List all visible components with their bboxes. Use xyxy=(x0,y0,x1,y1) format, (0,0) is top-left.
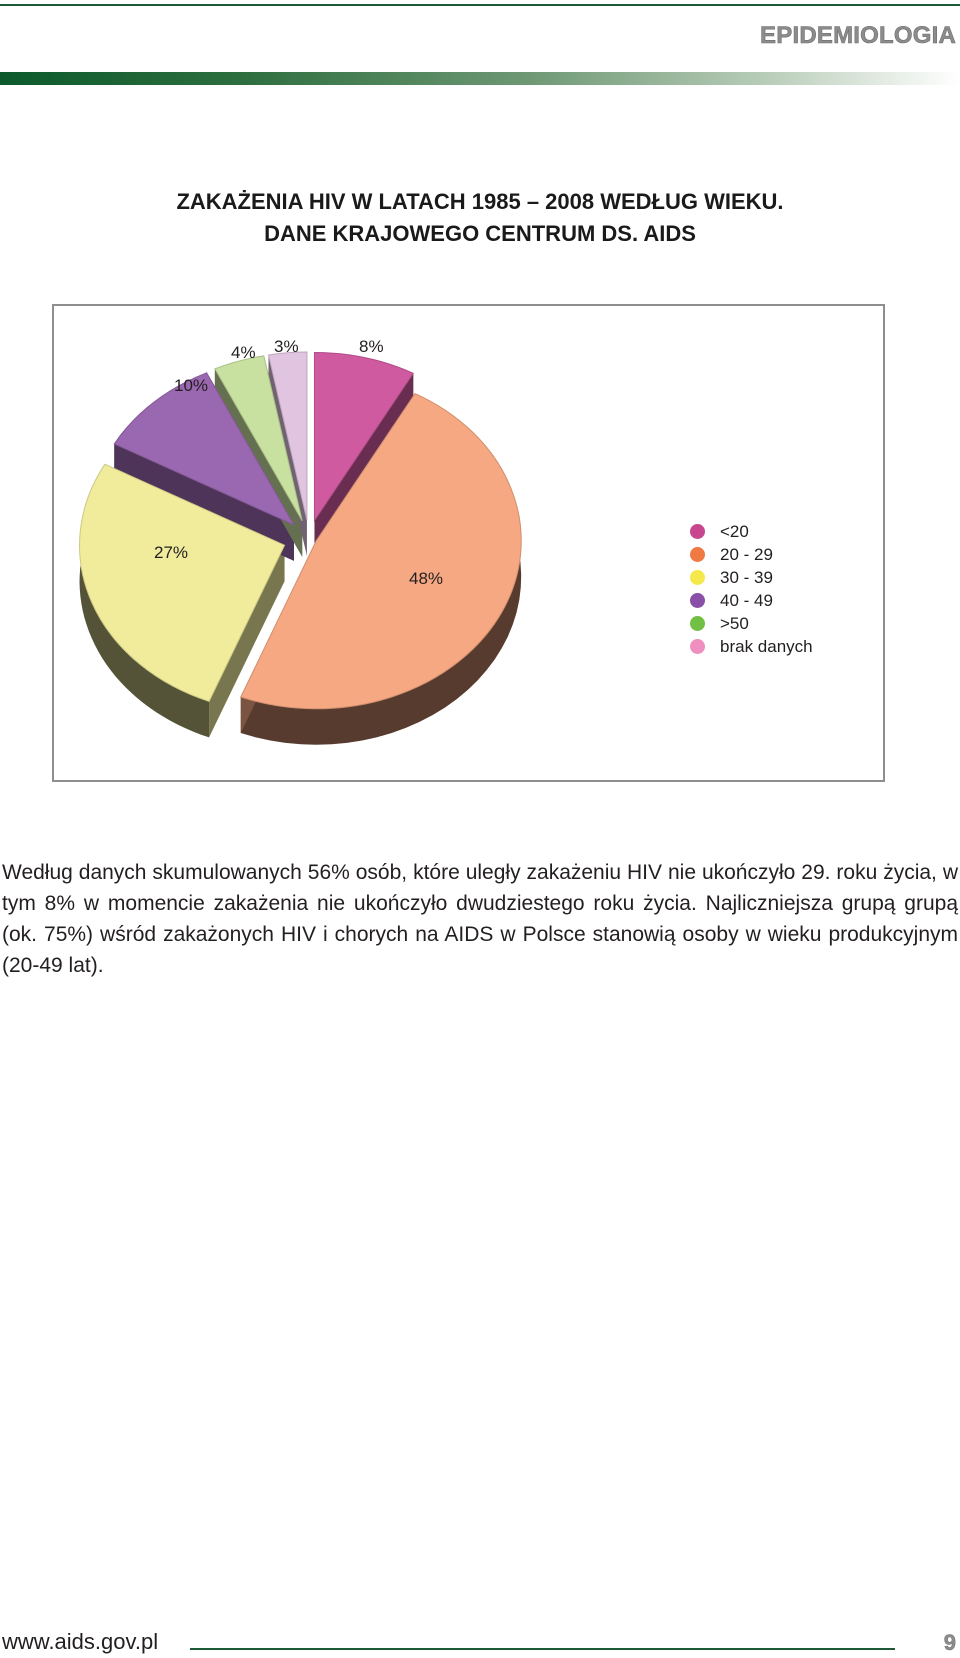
body-paragraph: Według danych skumulowanych 56% osób, które uległy zakażeniu HIV nie ukończyło 29. roku życia, w tym 8% w momencie zakażenia nie ukończyło dwudziestego roku życia. Najliczniejsza grupą grupą (ok. 75%) wśród zakażonych HIV i chorych na AIDS w Polsce stanowią osoby w wieku produkcyjnym (20-49 lat). xyxy=(2,861,958,977)
footer-rule xyxy=(190,1648,895,1650)
legend-item xyxy=(690,566,813,589)
legend-swatch xyxy=(690,639,705,654)
footer-url-link[interactable]: www.aids.gov.pl xyxy=(2,1629,159,1654)
legend-swatch xyxy=(690,547,705,562)
legend-label: 30 - 39 xyxy=(720,567,773,587)
header-gradient-bar xyxy=(0,72,960,85)
chart-title xyxy=(0,186,960,250)
pie-data-label: 48% xyxy=(409,569,444,588)
legend-label: >50 xyxy=(720,613,749,633)
chart-title-line-2: DANE KRAJOWEGO CENTRUM DS. AIDS xyxy=(264,221,696,246)
legend-item xyxy=(690,520,813,543)
pie-data-label: 10% xyxy=(174,376,209,395)
pie-data-label: 3% xyxy=(274,337,299,356)
legend-label: 20 - 29 xyxy=(720,544,773,564)
legend-swatch xyxy=(690,524,705,539)
legend-item xyxy=(690,612,813,635)
legend-swatch xyxy=(690,616,705,631)
legend-label: <20 xyxy=(720,521,749,541)
legend-swatch xyxy=(690,570,705,585)
chart-legend xyxy=(690,520,813,658)
page-number: 9 xyxy=(943,1630,956,1655)
legend-label: 40 - 49 xyxy=(720,590,773,610)
pie-data-label: 8% xyxy=(359,337,384,356)
legend-item xyxy=(690,635,813,658)
pie-data-label: 4% xyxy=(231,343,256,362)
legend-item xyxy=(690,589,813,612)
legend-label: brak danych xyxy=(720,636,813,656)
chart-title-line-1: ZAKAŻENIA HIV W LATACH 1985 – 2008 WEDŁUG WIEKU. xyxy=(176,189,784,214)
pie-data-label: 27% xyxy=(154,543,189,562)
top-rule xyxy=(0,4,960,6)
legend-swatch xyxy=(690,593,705,608)
legend-item xyxy=(690,543,813,566)
section-title: EPIDEMIOLOGIA xyxy=(760,22,956,49)
